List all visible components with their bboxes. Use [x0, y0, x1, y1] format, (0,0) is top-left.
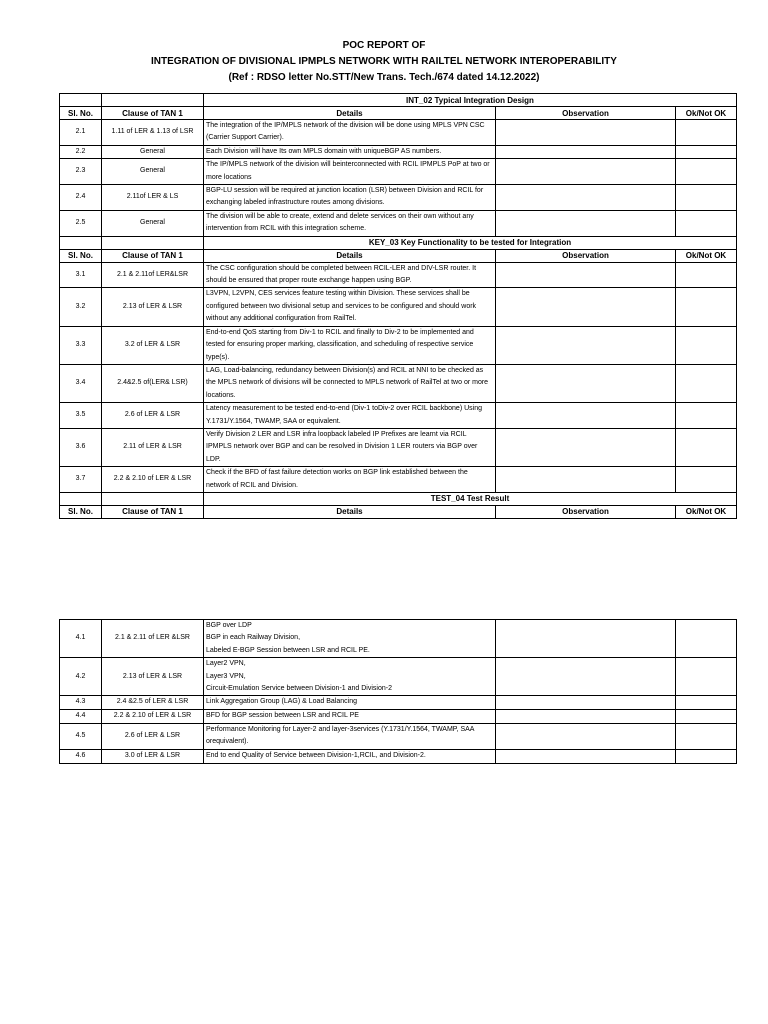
row-ok-status — [676, 185, 737, 211]
row-sl-no: 3.2 — [60, 288, 102, 326]
detail-line: BGP over LDP — [206, 622, 252, 629]
header-clause: Clause of TAN 1 — [102, 505, 204, 518]
row-ok-status — [676, 145, 737, 158]
row-clause: General — [102, 159, 204, 185]
section-spacer — [102, 492, 204, 505]
row-ok-status — [676, 403, 737, 429]
header-clause: Clause of TAN 1 — [102, 249, 204, 262]
detail-line: End to end Quality of Service between Division-1,RCIL, and Division-2. — [206, 751, 426, 759]
row-ok-status — [676, 326, 737, 364]
row-clause: 2.11 of LER & LSR — [102, 428, 204, 466]
section-spacer — [60, 94, 102, 107]
table-row — [60, 326, 737, 364]
row-details — [204, 709, 496, 723]
header-sl-no: Sl. No. — [60, 505, 102, 518]
row-observation — [496, 326, 676, 364]
row-sl-no: 4.4 — [60, 709, 102, 723]
row-sl-no: 4.3 — [60, 696, 102, 709]
table-row — [60, 709, 737, 723]
row-details — [204, 696, 496, 709]
table-row — [60, 403, 737, 429]
row-sl-no: 2.2 — [60, 145, 102, 158]
section-header-row — [60, 236, 737, 249]
row-sl-no: 4.2 — [60, 658, 102, 696]
row-ok-status — [676, 364, 737, 402]
table-row — [60, 696, 737, 709]
column-header-row — [60, 505, 737, 518]
row-clause: 2.1 & 2.11 of LER &LSR — [102, 620, 204, 658]
header-observation: Observation — [496, 107, 676, 120]
row-observation — [496, 120, 676, 146]
table-row — [60, 749, 737, 763]
section-spacer — [60, 492, 102, 505]
row-details: End-to-end QoS starting from Div-1 to RCIL and finally to Div-2 to be implemented and tested for ensuring proper marking, classification, and scheduling of respective service type(s). — [204, 326, 496, 364]
row-observation — [496, 620, 676, 658]
row-details — [204, 749, 496, 763]
header-details: Details — [204, 505, 496, 518]
row-ok-status — [676, 428, 737, 466]
table-row — [60, 658, 737, 696]
header-sl-no: Sl. No. — [60, 107, 102, 120]
header-observation: Observation — [496, 505, 676, 518]
row-clause: 2.4 &2.5 of LER & LSR — [102, 696, 204, 709]
report-reference: (Ref : RDSO letter No.STT/New Trans. Tech./674 dated 14.12.2022) — [228, 72, 540, 83]
row-details: The CSC configuration should be completed between RCIL-LER and DIV-LSR router. It should be ensured that proper route exchange happen using BGP. — [204, 262, 496, 288]
row-observation — [496, 467, 676, 493]
row-clause: 2.13 of LER & LSR — [102, 658, 204, 696]
table-row — [60, 467, 737, 493]
row-details: The IP/MPLS network of the division will beinterconnected with RCIL IPMPLS PoP at two or more locations — [204, 159, 496, 185]
row-clause: 2.4&2.5 of(LER& LSR) — [102, 364, 204, 402]
row-clause: 2.6 of LER & LSR — [102, 723, 204, 749]
row-sl-no: 3.1 — [60, 262, 102, 288]
poc-table — [59, 93, 737, 519]
row-sl-no: 4.1 — [60, 620, 102, 658]
section-spacer — [60, 236, 102, 249]
section-header-row — [60, 492, 737, 505]
header-ok-not-ok: Ok/Not OK — [676, 505, 737, 518]
row-ok-status — [676, 262, 737, 288]
row-sl-no: 3.5 — [60, 403, 102, 429]
row-details: The integration of the IP/MPLS network of the division will be done using MPLS VPN CSC (Carrier Support Carrier). — [204, 120, 496, 146]
row-clause: 2.1 & 2.11of LER&LSR — [102, 262, 204, 288]
row-clause: 1.11 of LER & 1.13 of LSR — [102, 120, 204, 146]
row-observation — [496, 364, 676, 402]
report-title: POC REPORT OF — [342, 40, 426, 51]
table-row — [60, 185, 737, 211]
detail-line: Performance Monitoring for Layer-2 and layer-3services (Y.1731/Y.1564, TWAMP, SAA orequivalent). — [206, 725, 475, 746]
row-observation — [496, 658, 676, 696]
row-ok-status — [676, 620, 737, 658]
row-observation — [496, 262, 676, 288]
row-ok-status — [676, 723, 737, 749]
section-title: KEY_03 Key Functionality to be tested for Integration — [204, 236, 737, 249]
detail-line: BGP in each Railway Division, — [206, 634, 301, 642]
row-clause: 2.11of LER & LS — [102, 185, 204, 211]
row-ok-status — [676, 210, 737, 236]
row-sl-no: 3.4 — [60, 364, 102, 402]
header-clause: Clause of TAN 1 — [102, 107, 204, 120]
header-sl-no: Sl. No. — [60, 249, 102, 262]
test-result-table — [59, 619, 737, 764]
row-details: Check if the BFD of fast failure detection works on BGP link established between the network of RCIL and Division. — [204, 467, 496, 493]
row-ok-status — [676, 288, 737, 326]
table-row — [60, 120, 737, 146]
table-row — [60, 364, 737, 402]
table-row — [60, 620, 737, 658]
column-header-row — [60, 107, 737, 120]
header-details: Details — [204, 249, 496, 262]
row-details: The division will be able to create, extend and delete services on their own without any intervention from RCIL with this integration scheme. — [204, 210, 496, 236]
row-details: LAG, Load-balancing, redundancy between Division(s) and RCIL at NNI to be checked as the MPLS network of divisions will be connected to MPLS network of RailTel at two or more locations. — [204, 364, 496, 402]
row-ok-status — [676, 709, 737, 723]
row-observation — [496, 428, 676, 466]
row-clause: General — [102, 145, 204, 158]
row-sl-no: 2.5 — [60, 210, 102, 236]
row-details — [204, 658, 496, 696]
detail-line: BFD for BGP session between LSR and RCIL PE — [206, 712, 359, 720]
header-ok-not-ok: Ok/Not OK — [676, 249, 737, 262]
row-observation — [496, 210, 676, 236]
row-ok-status — [676, 159, 737, 185]
section-title: TEST_04 Test Result — [204, 492, 737, 505]
row-observation — [496, 185, 676, 211]
row-observation — [496, 288, 676, 326]
section-spacer — [102, 94, 204, 107]
row-details — [204, 723, 496, 749]
row-clause: 2.2 & 2.10 of LER & LSR — [102, 709, 204, 723]
row-clause: 2.13 of LER & LSR — [102, 288, 204, 326]
row-sl-no: 2.4 — [60, 185, 102, 211]
table-row — [60, 210, 737, 236]
section-spacer — [102, 236, 204, 249]
header-ok-not-ok: Ok/Not OK — [676, 107, 737, 120]
table-row — [60, 262, 737, 288]
row-details — [204, 620, 496, 658]
table-row — [60, 145, 737, 158]
header-details: Details — [204, 107, 496, 120]
row-observation — [496, 159, 676, 185]
row-observation — [496, 749, 676, 763]
row-sl-no: 3.6 — [60, 428, 102, 466]
row-sl-no: 3.7 — [60, 467, 102, 493]
row-observation — [496, 696, 676, 709]
detail-line: Layer2 VPN, — [206, 660, 246, 668]
row-clause: General — [102, 210, 204, 236]
row-ok-status — [676, 120, 737, 146]
report-subtitle: INTEGRATION OF DIVISIONAL IPMPLS NETWORK WITH RAILTEL NETWORK INTEROPERABILITY — [151, 56, 617, 67]
row-details: L3VPN, L2VPN, CES services feature testing within Division. These services shall be configured between two divisional setup and services to be configured and should work without any additional configuration from RailTel. — [204, 288, 496, 326]
row-clause: 3.2 of LER & LSR — [102, 326, 204, 364]
row-details: BGP-LU session will be required at junction location (LSR) between Division and RCIL for exchanging labeled infrastructure routes among divisions. — [204, 185, 496, 211]
detail-line: Labeled E-BGP Session between LSR and RCIL PE. — [206, 646, 370, 654]
row-sl-no: 4.5 — [60, 723, 102, 749]
row-ok-status — [676, 749, 737, 763]
row-details: Each Division will have Its own MPLS domain with uniqueBGP AS numbers. — [204, 145, 496, 158]
section-header-row — [60, 94, 737, 107]
row-clause: 2.6 of LER & LSR — [102, 403, 204, 429]
column-header-row — [60, 249, 737, 262]
row-sl-no: 4.6 — [60, 749, 102, 763]
row-clause: 2.2 & 2.10 of LER & LSR — [102, 467, 204, 493]
detail-line: Layer3 VPN, — [206, 672, 246, 680]
row-ok-status — [676, 696, 737, 709]
detail-line: Circuit-Emulation Service between Division-1 and Division-2 — [206, 685, 392, 693]
table-row — [60, 159, 737, 185]
table-row — [60, 288, 737, 326]
section-title: INT_02 Typical Integration Design — [204, 94, 737, 107]
header-observation: Observation — [496, 249, 676, 262]
table-row — [60, 723, 737, 749]
detail-line: Link Aggregation Group (LAG) & Load Balancing — [206, 698, 357, 706]
row-details: Latency measurement to be tested end-to-end (Div-1 toDiv-2 over RCIL backbone) Using Y.1731/Y.1564, TWAMP, SAA or equivalent. — [204, 403, 496, 429]
table-row — [60, 428, 737, 466]
row-observation — [496, 723, 676, 749]
row-observation — [496, 403, 676, 429]
row-sl-no: 3.3 — [60, 326, 102, 364]
row-clause: 3.0 of LER & LSR — [102, 749, 204, 763]
row-details: Verify Division 2 LER and LSR infra loopback labeled IP Prefixes are learnt via RCIL IPMPLS network over BGP and can be resolved in Division 1 LER routers via BGP over LDP. — [204, 428, 496, 466]
row-sl-no: 2.3 — [60, 159, 102, 185]
row-ok-status — [676, 658, 737, 696]
row-sl-no: 2.1 — [60, 120, 102, 146]
row-observation — [496, 145, 676, 158]
row-observation — [496, 709, 676, 723]
row-ok-status — [676, 467, 737, 493]
